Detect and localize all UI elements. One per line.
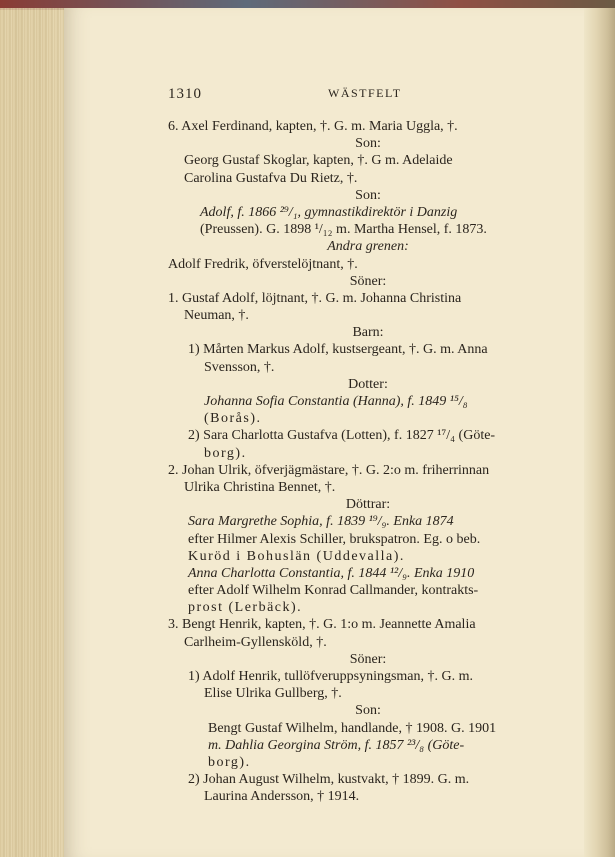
text-line: Son: [355,136,381,152]
text-line: Neuman, †. [184,308,249,324]
text-line: Döttrar: [345,497,391,513]
text-line: 1) Mårten Markus Adolf, kustsergeant, †. G. m. Anna [188,342,488,358]
text-line: Adolf Fredrik, öfverstelöjtnant, †. [168,256,358,272]
text-line: efter Adolf Wilhelm Konrad Callmander, kontrakts- [188,583,479,599]
text-line: Georg Gustaf Skoglar, kapten, †. G m. Adelaide [184,153,453,169]
text-line: m. Dahlia Georgina Ström, f. 1857 ²³/₈ (Göte- [208,737,465,753]
text-line: Laurina Andersson, † 1914. [204,789,360,805]
running-head: WÄSTFELT [328,86,402,100]
text-line: efter Hilmer Alexis Schiller, brukspatron. Eg. o beb. [188,531,481,547]
text-line: 3. Bengt Henrik, kapten, †. G. 1:o m. Jeannette Amalia [168,617,476,633]
book-gutter [584,8,615,857]
text-line: Son: [355,187,381,203]
page-header [168,86,548,106]
text-line: Sara Margrethe Sophia, f. 1839 ¹⁹/₉. Enka 1874 [188,514,454,530]
text-line: borg). [204,445,247,461]
text-line: Dotter: [348,376,388,392]
text-line: Barn: [352,325,384,341]
text-line: Anna Charlotta Constantia, f. 1844 ¹²/₉. Enka 1910 [188,565,475,581]
text-line: Johanna Sofia Constantia (Hanna), f. 1849 ¹⁵/₈ [204,394,468,409]
text-line: Bengt Gustaf Wilhelm, handlande, † 1908. G. 1901 [208,720,497,736]
text-line: prost (Lerbäck). [188,600,303,616]
text-line: Kuröd i Bohuslän (Uddevalla). [188,548,405,564]
text-line: Svensson, †. [204,359,275,375]
text-line: borg). [208,754,251,770]
text-line: 2. Johan Ulrik, öfverjägmästare, †. G. 2:o m. friherrinnan [168,462,490,478]
genealogy-text [168,118,568,806]
text-line: 1) Adolf Henrik, tullöfveruppsyningsman, †. G. m. [188,669,474,684]
text-line: Ulrika Christina Bennet, †. [184,479,336,495]
text-line: 2) Johan August Wilhelm, kustvakt, † 1899. G. m. [188,772,470,788]
text-line: (Preussen). G. 1898 ¹/₁₂ m. Martha Hensel, f. 1873. [200,222,487,238]
text-line: 2) Sara Charlotta Gustafva (Lotten), f. 1827 ¹⁷/₄ (Göte- [188,428,496,444]
text-line: 1. Gustaf Adolf, löjtnant, †. G. m. Johanna Christina [168,290,462,306]
text-line: 6. Axel Ferdinand, kapten, †. G. m. Maria Uggla, †. [168,119,458,134]
page-number: 1310 [168,86,202,102]
page-edges [0,8,66,857]
text-line: Elise Ulrika Gullberg, †. [204,686,342,702]
text-line: Carolina Gustafva Du Rietz, †. [184,170,358,186]
text-line: Son: [355,703,381,719]
text-line: Carlheim-Gyllensköld, †. [184,634,327,650]
text-line: Adolf, f. 1866 ²⁹/₁, gymnastikdirektör i Danzig [200,204,458,220]
text-line: Söner: [349,273,387,289]
text-line: Söner: [349,651,387,667]
text-line: Andra grenen: [327,239,409,255]
text-line: (Borås). [204,411,262,427]
